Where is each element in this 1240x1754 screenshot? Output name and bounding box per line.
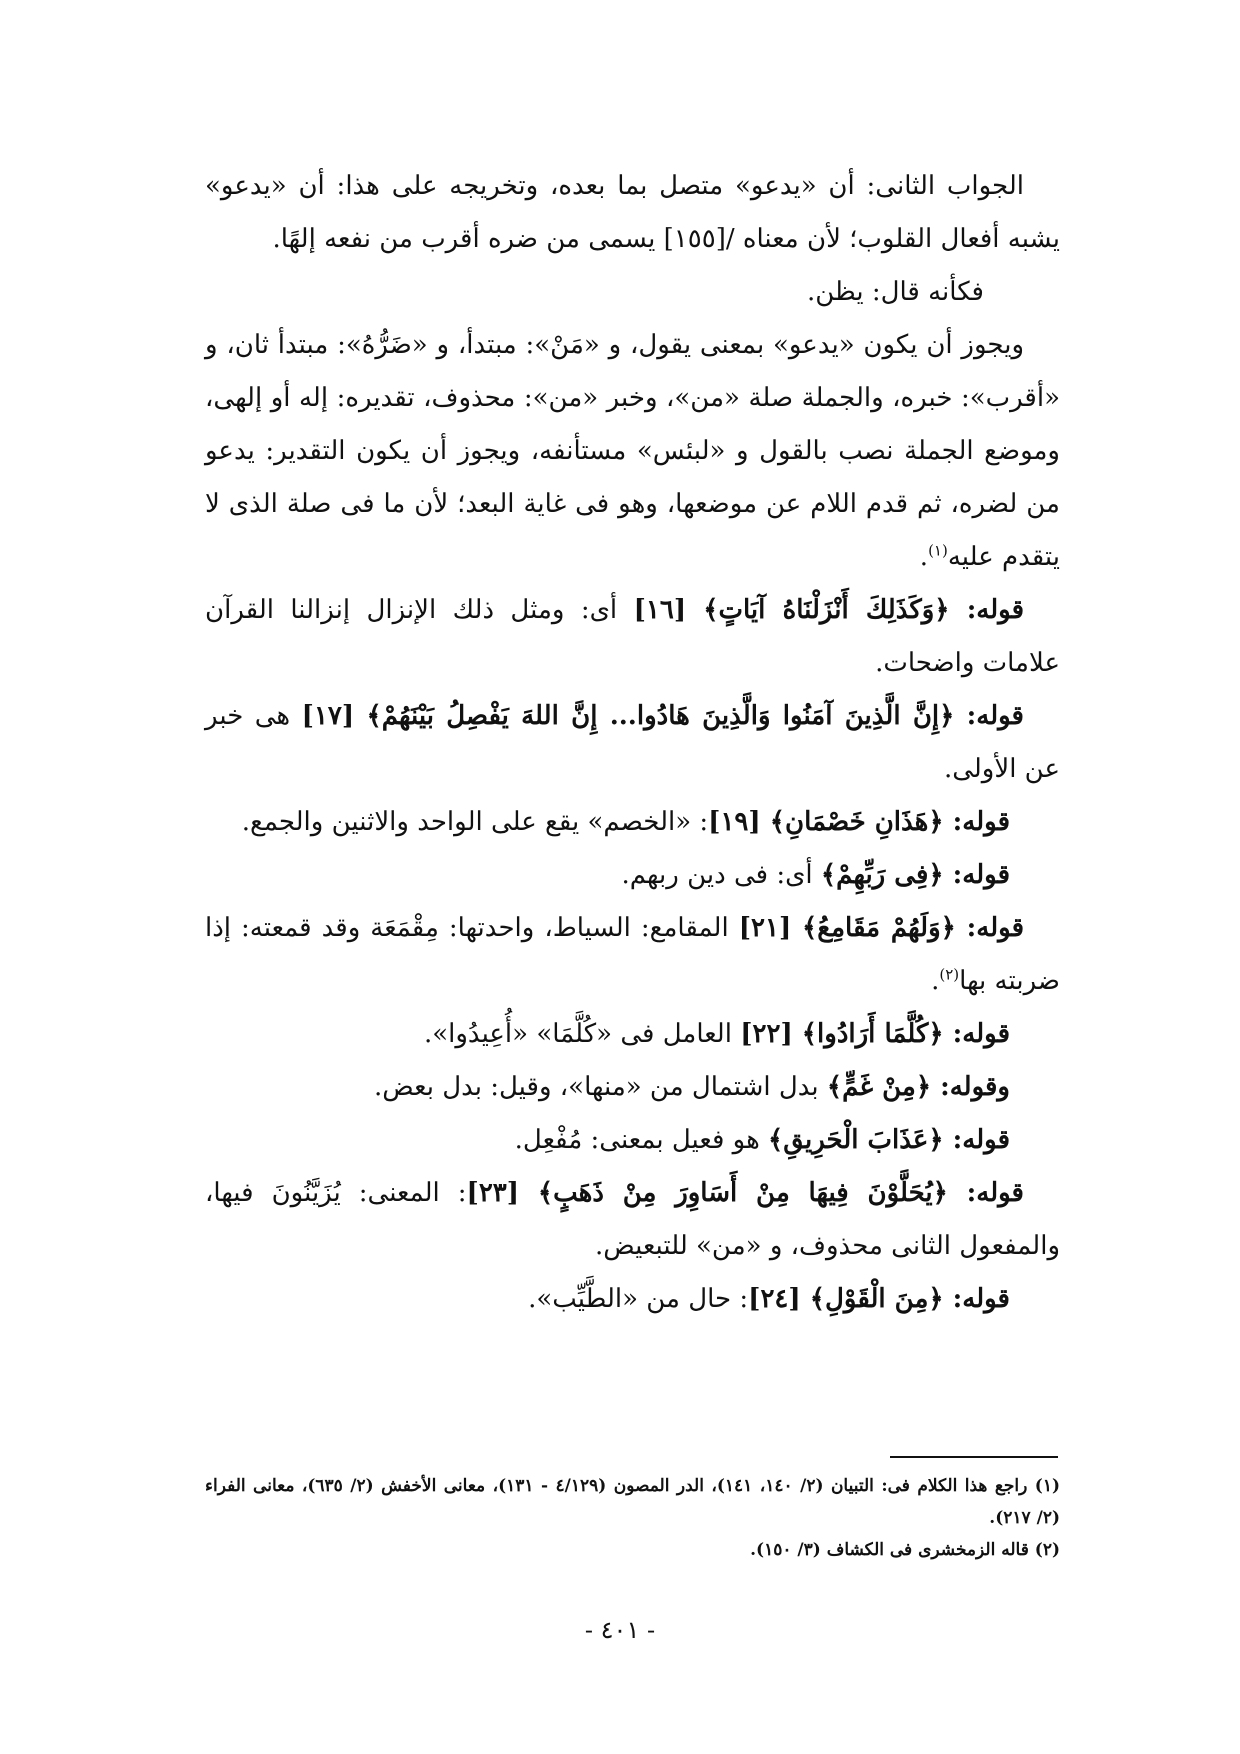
- paragraph-text: أى: ومثل ذلك الإنزال إنزالنا القرآن علامات واضحات.: [205, 595, 1060, 678]
- paragraph-2: [205, 266, 1060, 319]
- paragraph-text: ويجوز أن يكون «يدعو» بمعنى يقول، و «مَنْ»: مبتدأ، و «ضَرُّهُ»: مبتدأ ثان، و «أقرب»: خبره، والجملة صلة «من»، وخبر «من»: محذوف، تقديره: إله أو إلهى، وموضع الجملة نصب بالقول و «لبئس» مستأنفه، ويجوز أن يكون التقدير: يدعو من لضره، ثم قدم اللام عن موضعها، وهو فى غاية البعد؛ لأن ما فى صلة الذى لا يتقدم عليه: [205, 330, 1060, 572]
- paragraph-1: [205, 160, 1060, 266]
- paragraph-8: [205, 902, 1060, 1008]
- footnote-separator: [890, 1456, 1058, 1458]
- paragraph-text: : المعنى: يُزَيَّنُونَ فيها، والمفعول الثانى محذوف، و «من» للتبعيض.: [205, 1178, 1060, 1261]
- footnote-ref-2[interactable]: (٢): [939, 965, 960, 984]
- page-number: - ٤٠١ -: [584, 1616, 656, 1644]
- paragraph-5: [205, 690, 1060, 796]
- verse-citation: قوله: ﴿وَكَذَلِكَ أَنْزَلْنَاهُ آيَاتٍ﴾ [١٦]: [633, 595, 1025, 625]
- paragraph-text: هى خبر عن الأولى.: [205, 701, 1060, 784]
- verse-citation: قوله: ﴿فِى رَبِّهِمْ﴾: [820, 860, 1010, 890]
- paragraph-text: المقامع: السياط، واحدتها: مِقْمَعَة وقد قمعته: إذا ضربته بها: [205, 913, 1060, 996]
- paragraph-7: [205, 849, 1060, 902]
- paragraph-tail: .: [919, 542, 929, 572]
- main-text: [205, 160, 1060, 1326]
- footnote-2: (٢) قاله الزمخشرى فى الكشاف (٣/ ١٥٠).: [750, 1540, 1060, 1560]
- verse-citation: قوله: ﴿عَذَابَ الْحَرِيقِ﴾: [768, 1125, 1010, 1155]
- verse-citation: قوله: ﴿هَذَانِ خَصْمَانِ﴾ [١٩]: [708, 807, 1010, 837]
- verse-citation: قوله: ﴿مِنَ الْقَوْلِ﴾ [٢٤]: [748, 1284, 1010, 1314]
- paragraph-9: [205, 1008, 1060, 1061]
- footnote-1: (١) راجع هذا الكلام فى: التبيان (٢/ ١٤٠، ١٤١)، الدر المصون (٤/١٢٩ - ١٣١)، معانى الأخفش (٢/ ٦٣٥)، معانى الفراء (٢/ ٢١٧).: [205, 1476, 1060, 1528]
- paragraph-4: [205, 584, 1060, 690]
- paragraph-12: [205, 1167, 1060, 1273]
- paragraph-text: بدل اشتمال من «منها»، وقيل: بدل بعض.: [374, 1072, 827, 1102]
- verse-citation: قوله: ﴿وَلَهُمْ مَقَامِعُ﴾ [٢١]: [738, 913, 1024, 943]
- paragraph-text: العامل فى «كُلَّمَا» «أُعِيدُوا».: [423, 1019, 741, 1049]
- paragraph-13: [205, 1273, 1060, 1326]
- verse-citation: قوله: ﴿يُحَلَّوْنَ فِيهَا مِنْ أَسَاوِرَ مِنْ ذَهَبٍ﴾ [٢٣]: [466, 1178, 1024, 1208]
- footnotes: [205, 1470, 1060, 1566]
- paragraph-text: : «الخصم» يقع على الواحد والاثنين والجمع.: [241, 807, 709, 837]
- paragraph-text: : حال من «الطَّيِّب».: [528, 1284, 749, 1314]
- paragraph-text: فكأنه قال: يظن.: [806, 277, 984, 307]
- paragraph-tail: .: [931, 966, 940, 996]
- verse-citation: وقوله: ﴿مِنْ غَمٍّ﴾: [826, 1072, 1010, 1102]
- footnote-ref-1[interactable]: (١): [928, 541, 948, 560]
- paragraph-3: [205, 319, 1060, 584]
- paragraph-text: الجواب الثانى: أن «يدعو» متصل بما بعده، وتخريجه على هذا: أن «يدعو» يشبه أفعال القلوب؛ لأن معناه /[١٥٥] يسمى من ضره أقرب من نفعه إلهًا.: [205, 171, 1060, 254]
- paragraph-text: أى: فى دين ربهم.: [621, 860, 821, 890]
- verse-citation: قوله: ﴿كُلَّمَا أَرَادُوا﴾ [٢٢]: [740, 1019, 1010, 1049]
- paragraph-text: هو فعيل بمعنى: مُفْعِل.: [514, 1125, 769, 1155]
- paragraph-10: [205, 1061, 1060, 1114]
- verse-citation: قوله: ﴿إِنَّ الَّذِينَ آمَنُوا وَالَّذِينَ هَادُوا... إِنَّ اللهَ يَفْصِلُ بَيْنَهُمْ﴾ [١٧]: [301, 701, 1024, 731]
- paragraph-6: [205, 796, 1060, 849]
- paragraph-11: [205, 1114, 1060, 1167]
